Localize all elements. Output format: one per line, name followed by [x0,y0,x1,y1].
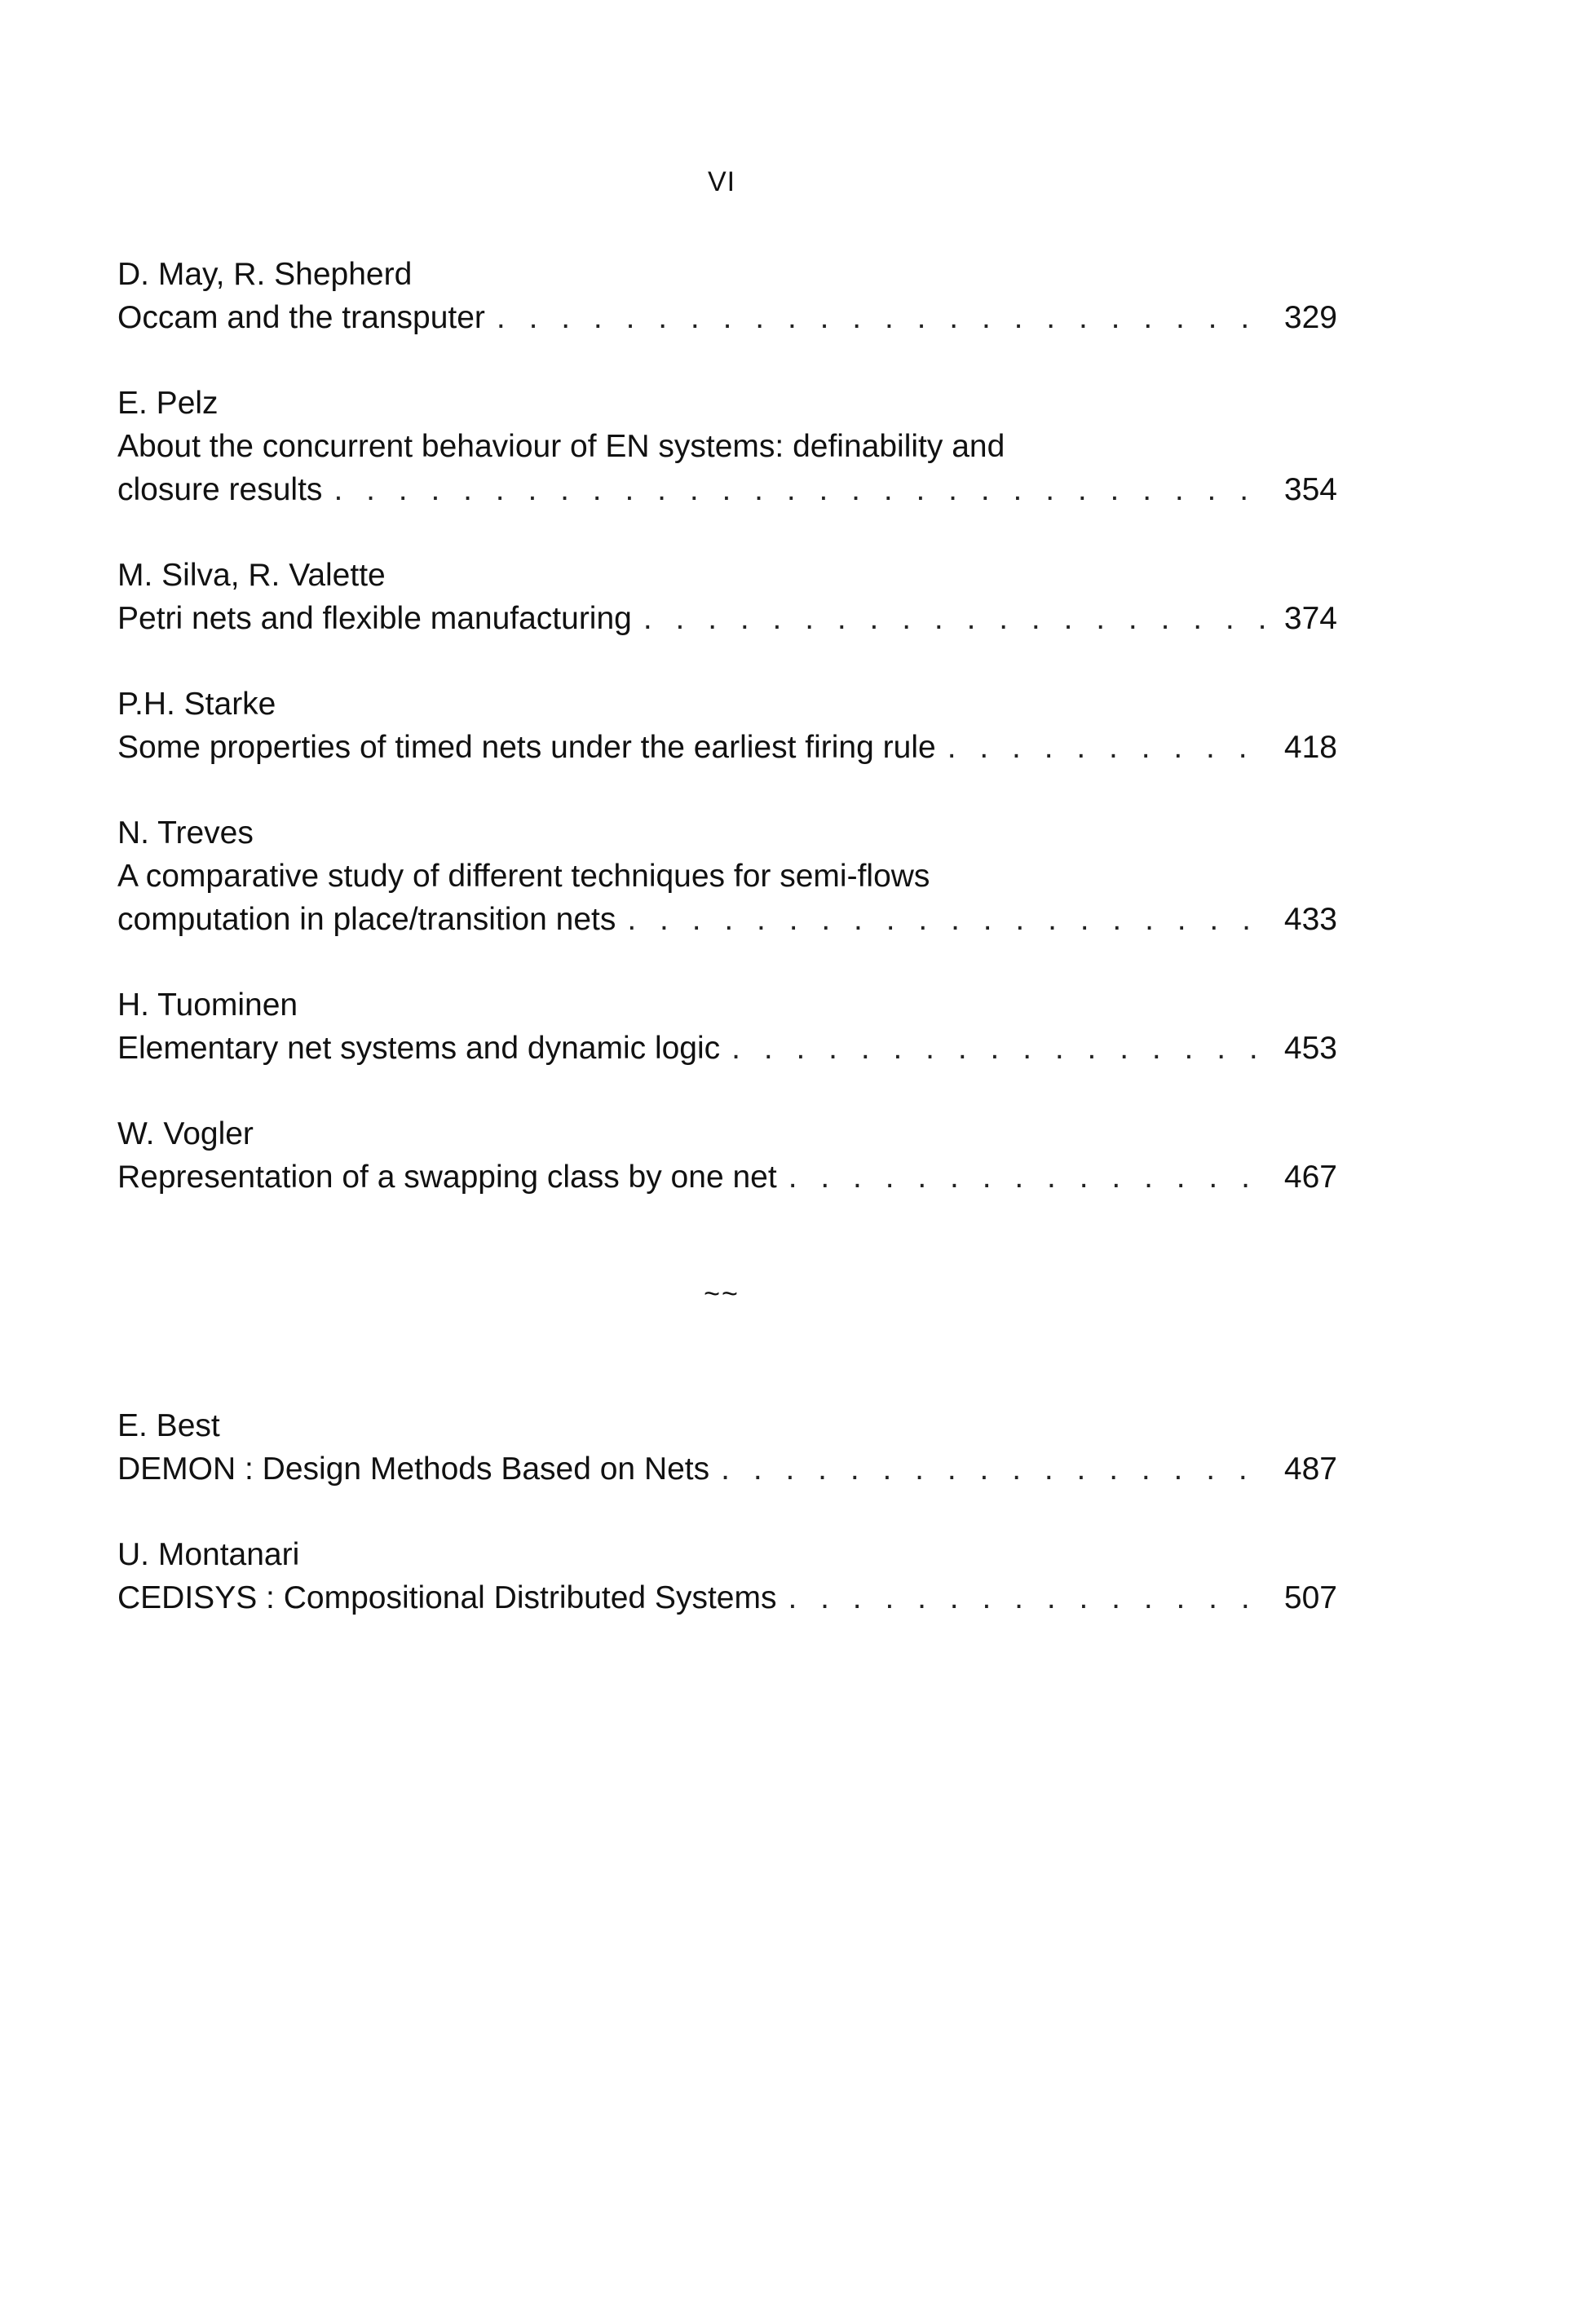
entry-title: Occam and the transputer [117,300,485,335]
entry-title-row [117,296,1337,339]
table-of-contents [117,253,1337,1199]
toc-entry [117,1404,1337,1491]
dot-leader [627,898,1273,941]
entry-page-number: 354 [1283,472,1337,507]
entry-page-number: 418 [1283,730,1337,765]
entry-title: CEDISYS : Compositional Distributed Systems [117,1580,777,1615]
project-reports-list [117,1404,1337,1619]
entry-author: N. Treves [117,815,254,851]
entry-title-row [117,597,1337,640]
toc-entry [117,253,1337,339]
entry-title: closure results [117,472,323,507]
dot-leader [731,1027,1273,1070]
entry-title: Representation of a swapping class by one net [117,1160,777,1195]
entry-title-row [117,726,1337,769]
toc-entry [117,1112,1337,1199]
entry-page-number: 329 [1283,300,1337,335]
page-number: VI [707,166,736,197]
entry-title: DEMON : Design Methods Based on Nets [117,1451,710,1487]
entry-author: U. Montanari [117,1537,300,1572]
entry-title-row [117,898,1337,941]
entry-author: W. Vogler [117,1116,254,1151]
entry-title-row [117,1576,1337,1619]
entry-page-number: 374 [1283,601,1337,636]
dot-leader [947,726,1273,769]
toc-entry [117,554,1337,640]
toc-entry [117,983,1337,1070]
section-separator: ~~ [704,1279,740,1310]
toc-entry [117,811,1337,941]
dot-leader [333,468,1272,511]
dot-leader [788,1576,1272,1619]
entry-page-number: 453 [1283,1031,1337,1066]
entry-author: E. Best [117,1408,220,1443]
entry-page-number: 467 [1283,1160,1337,1195]
entry-page-number: 433 [1283,902,1337,937]
entry-page-number: 507 [1283,1580,1337,1615]
entry-title-row [117,1027,1337,1070]
entry-title: Petri nets and flexible manufacturing [117,601,632,636]
toc-entry [117,382,1337,511]
entry-page-number: 487 [1283,1451,1337,1487]
entry-author: E. Pelz [117,386,219,421]
entry-title-line: A comparative study of different techniques for semi-flows [117,859,930,894]
entry-title: Elementary net systems and dynamic logic [117,1031,721,1066]
entry-author: P.H. Starke [117,687,276,722]
entry-author: H. Tuominen [117,987,298,1023]
entry-author: M. Silva, R. Valette [117,558,386,593]
entry-title-row [117,468,1337,511]
entry-title-line: About the concurrent behaviour of EN systems: definability and [117,429,1005,464]
toc-entry [117,1533,1337,1619]
entry-author: D. May, R. Shepherd [117,257,413,292]
dot-leader [497,296,1273,339]
dot-leader [721,1447,1273,1491]
toc-entry [117,683,1337,769]
dot-leader [643,597,1273,640]
entry-title: computation in place/transition nets [117,902,616,937]
entry-title-row [117,1447,1337,1491]
entry-title-row [117,1155,1337,1199]
entry-title: Some properties of timed nets under the earliest firing rule [117,730,936,765]
dot-leader [788,1155,1273,1199]
